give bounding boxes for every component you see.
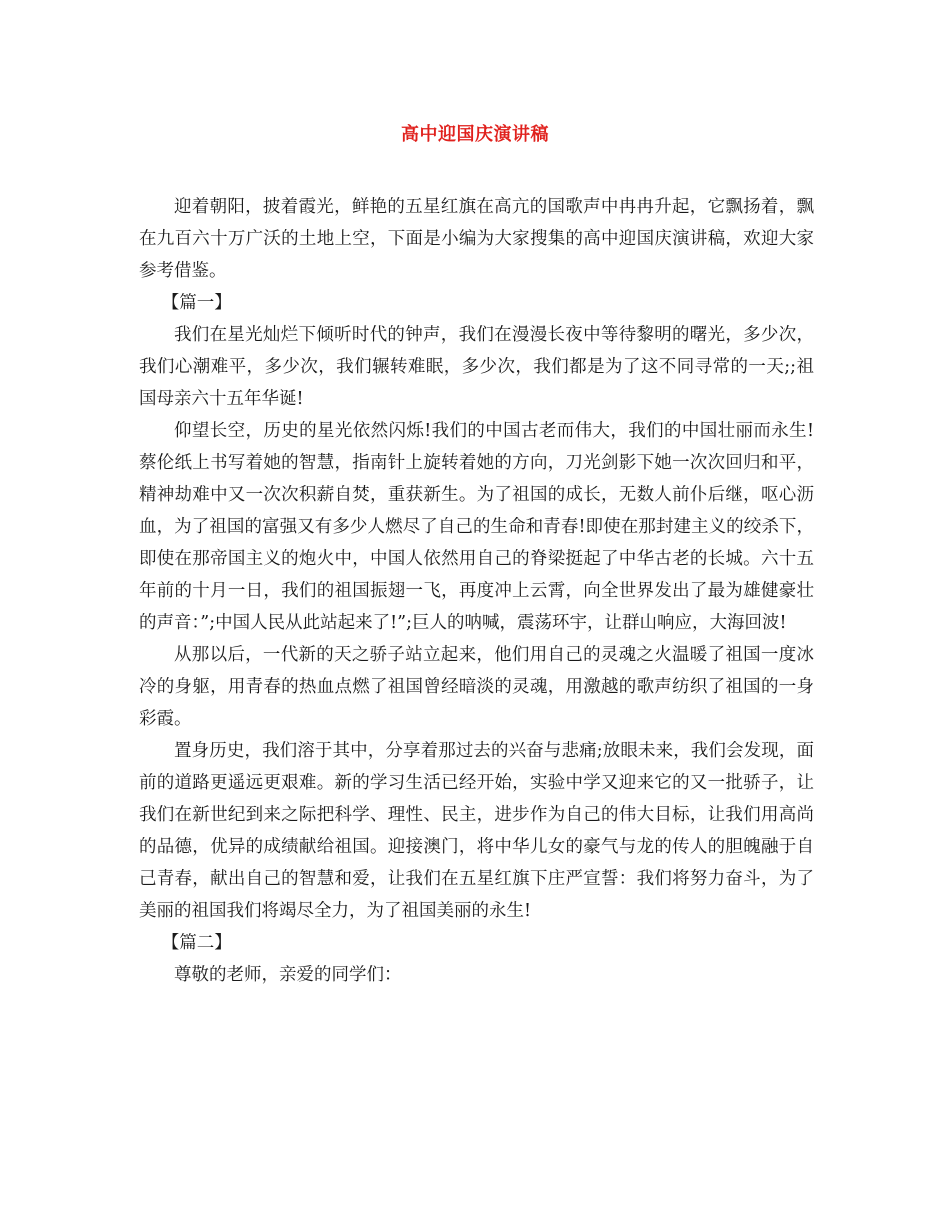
body-paragraph: 仰望长空，历史的星光依然闪烁!我们的中国古老而伟大，我们的中国壮丽而永生!蔡伦纸上书写着她的智慧，指南针上旋转着她的方向，刀光剑影下她一次次回归和平，精神劫难中又一次次积薪自焚，重获新生。为了祖国的成长，无数人前仆后继，呕心沥血，为了祖国的富强又有多少人燃尽了自己的生命和青春!即使在那封建主义的绞杀下，即使在那帝国主义的炮火中，中国人依然用自己的脊梁挺起了中华古老的长城。六十五年前的十月一日，我们的祖国振翅一飞，再度冲上云霄，向全世界发出了最为雄健豪壮的声音：”;中国人民从此站起来了!”;巨人的呐喊，震荡环宇，让群山响应，大海回波!: [139, 421, 814, 633]
salutation-paragraph: 尊敬的老师，亲爱的同学们：: [174, 965, 402, 985]
document-title: 高中迎国庆演讲稿: [401, 124, 549, 145]
body-paragraph: 从那以后，一代新的天之骄子站立起来，他们用自己的灵魂之火温暖了祖国一度冰冷的身躯，用青春的热血点燃了祖国曾经暗淡的灵魂，用激越的歌声纺织了祖国的一身彩霞。: [139, 645, 814, 729]
section-heading-2: 【篇二】: [161, 933, 232, 953]
document-body: [139, 191, 814, 991]
section-heading-1: 【篇一】: [161, 293, 232, 313]
intro-paragraph: 迎着朝阳，披着霞光，鲜艳的五星红旗在高亢的国歌声中冉冉升起，它飘扬着，飘在九百六十万广沃的土地上空，下面是小编为大家搜集的高中迎国庆演讲稿，欢迎大家参考借鉴。: [139, 197, 814, 281]
body-paragraph: 我们在星光灿烂下倾听时代的钟声，我们在漫漫长夜中等待黎明的曙光，多少次，我们心潮难平，多少次，我们辗转难眠，多少次，我们都是为了这不同寻常的一天;;祖国母亲六十五年华诞!: [139, 325, 814, 409]
body-paragraph: 置身历史，我们溶于其中，分享着那过去的兴奋与悲痛;放眼未来，我们会发现，面前的道路更遥远更艰难。新的学习生活已经开始，实验中学又迎来它的又一批骄子，让我们在新世纪到来之际把科学、理性、民主，进步作为自己的伟大目标，让我们用高尚的品德，优异的成绩献给祖国。迎接澳门，将中华儿女的豪气与龙的传人的胆魄融于自己青春，献出自己的智慧和爱，让我们在五星红旗下庄严宣誓：我们将努力奋斗，为了美丽的祖国我们将竭尽全力，为了祖国美丽的永生!: [139, 741, 814, 921]
